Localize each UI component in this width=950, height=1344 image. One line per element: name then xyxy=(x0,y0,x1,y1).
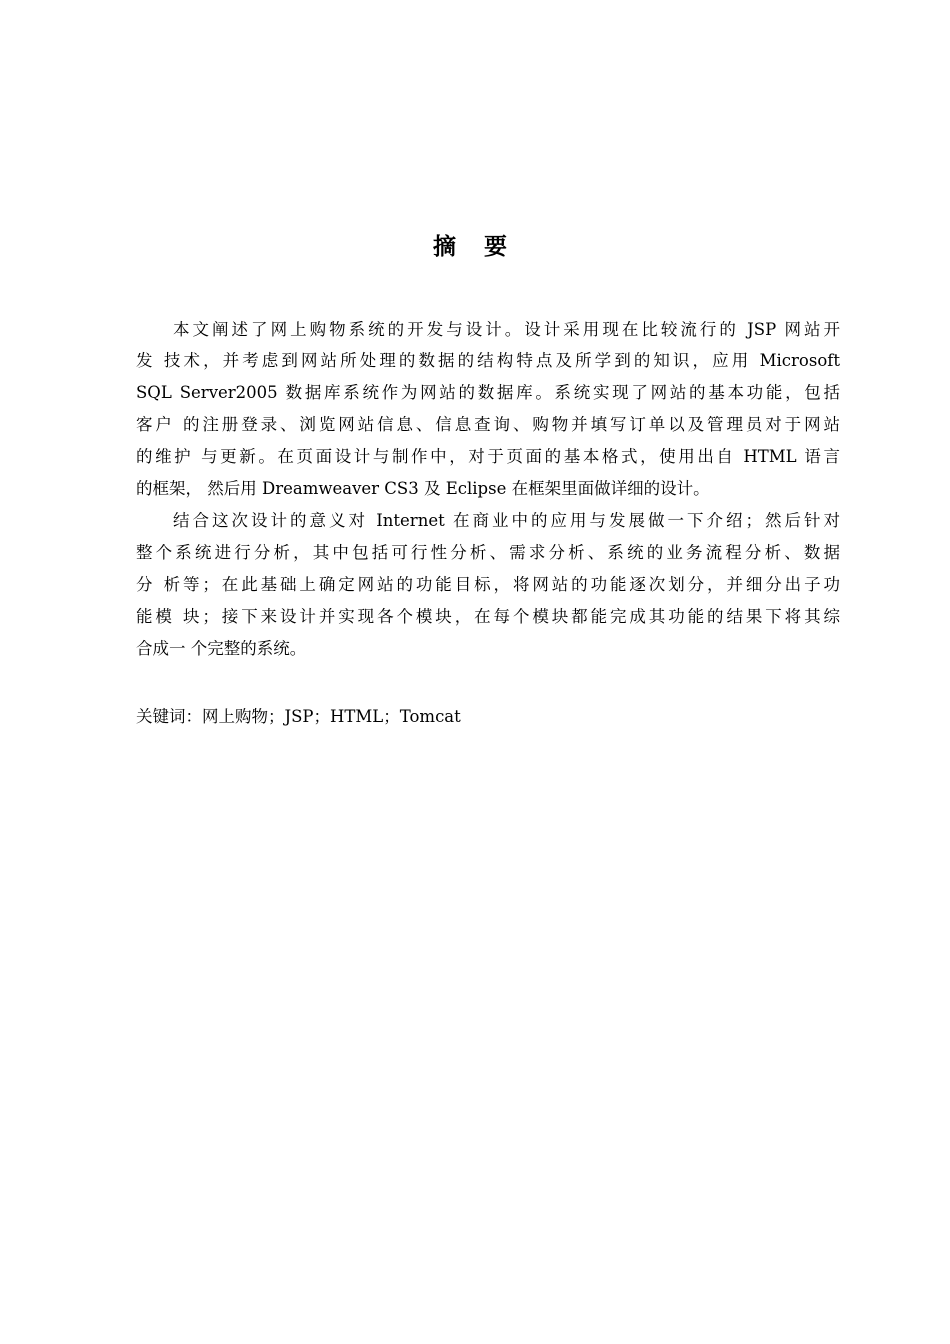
paragraph-line: 分 析等；在此基础上确定网站的功能目标，将网站的功能逐次划分，并细分出子功 xyxy=(136,575,840,594)
paragraph-line: 发 技术，并考虑到网站所处理的数据的结构特点及所学到的知识，应用 Microsoft xyxy=(136,351,840,370)
page-title: 摘 要 xyxy=(432,234,517,260)
keywords-line: 关键词：网上购物；JSP；HTML；Tomcat xyxy=(136,707,461,726)
paragraph-line: 结合这次设计的意义对 Internet 在商业中的应用与发展做一下介绍；然后针对 xyxy=(173,511,840,530)
paragraph-line: 能模 块；接下来设计并实现各个模块，在每个模块都能完成其功能的结果下将其综 xyxy=(136,607,840,626)
paragraph-line: 整个系统进行分析，其中包括可行性分析、需求分析、系统的业务流程分析、数据 xyxy=(136,543,840,562)
paragraph-line: 的维护 与更新。在页面设计与制作中，对于页面的基本格式，使用出自 HTML 语言 xyxy=(136,447,840,466)
paragraph-line: SQL Server2005 数据库系统作为网站的数据库。系统实现了网站的基本功能，包括 xyxy=(136,383,840,402)
paragraph-line: 的框架， 然后用 Dreamweaver CS3 及 Eclipse 在框架里面做详细的设计。 xyxy=(136,479,710,498)
paragraph-line: 客户 的注册登录、浏览网站信息、信息查询、购物并填写订单以及管理员对于网站 xyxy=(136,415,840,434)
paragraph-line: 合成一 个完整的系统。 xyxy=(136,639,307,658)
paragraph-line: 本文阐述了网上购物系统的开发与设计。设计采用现在比较流行的 JSP 网站开 xyxy=(173,320,840,339)
